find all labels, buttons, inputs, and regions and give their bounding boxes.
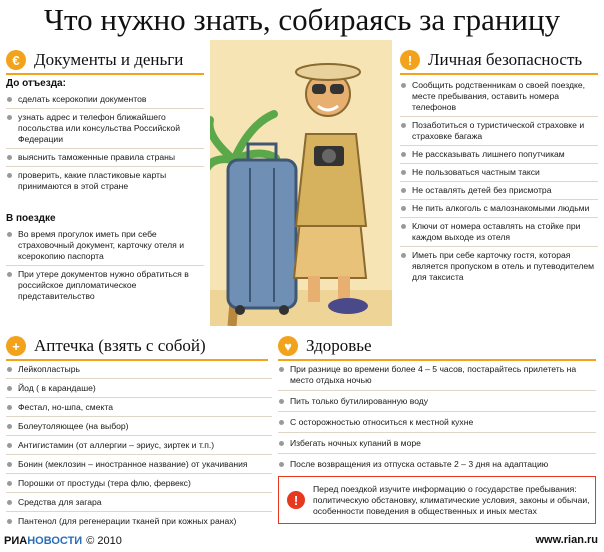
health-header (278, 336, 372, 356)
heart-icon: ♥ (278, 336, 298, 356)
list-item: Не оставлять детей без присмотра (400, 185, 598, 200)
list-item: Бонин (меклозин – иностранное название) от укачивания (6, 459, 272, 474)
list-item: узнать адрес и телефон ближайшего посольства или консульства Российской Федерации (6, 112, 204, 149)
safety-list (400, 80, 598, 283)
alert-icon: ! (400, 50, 420, 70)
list-item: Ключи от номера оставлять на стойке при каждом выходе из отеля (400, 221, 598, 247)
trip-label: В поездке (6, 213, 56, 224)
safety-heading: Личная безопасность (428, 50, 583, 69)
before-list (6, 94, 204, 192)
list-item: Лейкопластырь (6, 364, 272, 379)
list-item: проверить, какие пластиковые карты принимаются в этой стране (6, 170, 204, 192)
logo-ria: РИА (4, 535, 28, 547)
list-item: Йод ( в карандаше) (6, 383, 272, 398)
list-item: Позаботиться о туристической страховке и страховке багажа (400, 120, 598, 146)
list-item: Порошки от простуды (тера флю, фервекс) (6, 478, 272, 493)
warning-box (278, 476, 596, 524)
list-item: Не рассказывать лишнего попутчикам (400, 149, 598, 164)
health-rule (278, 359, 596, 361)
list-item: Антигистамин (от аллергии – эриус, зиртек и т.п.) (6, 440, 272, 455)
site-url[interactable]: www.rian.ru (535, 534, 598, 546)
list-item: выяснить таможенные правила страны (6, 152, 204, 167)
firstaid-header (6, 336, 206, 356)
list-item: Средства для загара (6, 497, 272, 512)
safety-rule (400, 73, 598, 75)
page-title: Что нужно знать, собираясь за границу (43, 2, 561, 37)
list-item: Сообщить родственникам о своей поездке, месте пребывания, оставить номера телефонов (400, 80, 598, 117)
list-item: Избегать ночных купаний в море (278, 438, 596, 454)
list-item: Пантенол (для регенерации тканей при кожных ранах) (6, 516, 272, 527)
warning-text: Перед поездкой изучите информацию о государстве пребывания: политическую обстановку, климатические условия, законы и обычаи, особенности поведения в общественных и иных местах (313, 483, 590, 516)
ria-novosti-logo (4, 534, 122, 548)
euro-icon: € (6, 50, 26, 70)
firstaid-rule (6, 359, 268, 361)
documents-heading: Документы и деньги (34, 50, 184, 69)
warning-icon: ! (287, 491, 305, 509)
health-heading: Здоровье (306, 336, 372, 355)
list-item: Во время прогулок иметь при себе страховочный документ, карточку отеля и ксерокопию паспорта (6, 229, 204, 266)
list-item: При утере документов нужно обратиться в российское дипломатическое представительство (6, 269, 204, 302)
tourist-illustration (210, 40, 392, 326)
list-item: После возвращения из отпуска оставьте 2 – 3 дня на адаптацию (278, 459, 596, 470)
list-item: сделать ксерокопии документов (6, 94, 204, 109)
documents-rule (6, 73, 204, 75)
list-item: Иметь при себе карточку гостя, которая является пропуском в отель и путеводителем для таксиста (400, 250, 598, 283)
firstaid-list (6, 364, 272, 527)
documents-header (6, 50, 183, 70)
plus-icon: + (6, 336, 26, 356)
safety-header (400, 50, 582, 70)
copyright-year: © 2010 (86, 535, 122, 547)
list-item: Фестал, но-шпа, смекта (6, 402, 272, 417)
list-item: Не пить алкоголь с малознакомыми людьми (400, 203, 598, 218)
list-item: Пить только бутилированную воду (278, 396, 596, 412)
health-list (278, 364, 596, 470)
list-item: Не пользоваться частным такси (400, 167, 598, 182)
list-item: С осторожностью относиться к местной кухне (278, 417, 596, 433)
list-item: При разнице во времени более 4 – 5 часов, постарайтесь прилететь на место отдыха ночью (278, 364, 596, 391)
firstaid-heading: Аптечка (взять с собой) (34, 336, 206, 355)
before-label: До отъезда: (6, 78, 66, 89)
logo-novosti: НОВОСТИ (27, 535, 83, 547)
trip-list (6, 229, 204, 302)
list-item: Болеутоляющее (на выбор) (6, 421, 272, 436)
